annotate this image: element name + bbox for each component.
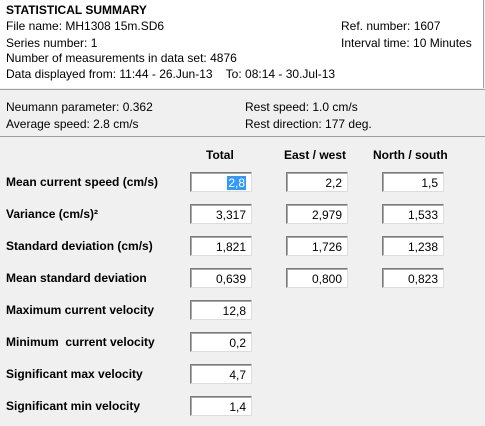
file-name: File name: MH1308 15m.SD6 xyxy=(6,19,165,33)
row-label-significant-max-velocity: Significant max velocity xyxy=(6,367,143,381)
field-value: 2,8 xyxy=(228,176,245,190)
variance-east-west-field[interactable]: 2,979 xyxy=(286,204,348,224)
std-dev-east-west-field[interactable]: 1,726 xyxy=(286,236,348,256)
column-header-east-west: East / west xyxy=(284,148,347,162)
series-number: Series number: 1 xyxy=(6,36,98,50)
row-label-maximum-current-velocity: Maximum current velocity xyxy=(6,303,155,317)
row-label-minimum-current-velocity: Minimum current velocity xyxy=(6,335,155,349)
data-displayed-range: Data displayed from: 11:44 - 26.Jun-13 To: 08:14 - 30.Jul-13 xyxy=(6,67,336,81)
std-dev-total-field[interactable]: 1,821 xyxy=(190,236,252,256)
row-label-variance: Variance (cm/s)² xyxy=(6,207,99,221)
mean-speed-north-south-field[interactable]: 1,5 xyxy=(382,172,444,192)
row-label-mean-standard-deviation: Mean standard deviation xyxy=(6,271,147,285)
row-label-standard-deviation: Standard deviation (cm/s) xyxy=(6,239,153,253)
min-velocity-total-field[interactable]: 0,2 xyxy=(190,332,252,352)
summary-title: STATISTICAL SUMMARY xyxy=(6,3,147,17)
summary-header-panel xyxy=(0,0,484,88)
std-dev-north-south-field[interactable]: 1,238 xyxy=(382,236,444,256)
row-label-significant-min-velocity: Significant min velocity xyxy=(6,399,141,413)
column-header-north-south: North / south xyxy=(373,148,448,162)
separator xyxy=(0,89,485,90)
column-header-total: Total xyxy=(206,148,234,162)
mean-std-dev-east-west-field[interactable]: 0,800 xyxy=(286,268,348,288)
mean-speed-east-west-field[interactable]: 2,2 xyxy=(286,172,348,192)
max-velocity-total-field[interactable]: 12,8 xyxy=(190,300,252,320)
mean-std-dev-total-field[interactable]: 0,639 xyxy=(190,268,252,288)
variance-north-south-field[interactable]: 1,533 xyxy=(382,204,444,224)
sig-min-velocity-total-field[interactable]: 1,4 xyxy=(190,396,252,416)
average-speed: Average speed: 2.8 cm/s xyxy=(6,117,139,131)
sig-max-velocity-total-field[interactable]: 4,7 xyxy=(190,364,252,384)
row-label-mean-current-speed: Mean current speed (cm/s) xyxy=(6,175,159,189)
variance-total-field[interactable]: 3,317 xyxy=(190,204,252,224)
mean-std-dev-north-south-field[interactable]: 0,823 xyxy=(382,268,444,288)
separator xyxy=(0,136,485,137)
interval-time: Interval time: 10 Minutes xyxy=(341,36,472,50)
ref-number: Ref. number: 1607 xyxy=(341,19,441,33)
rest-direction: Rest direction: 177 deg. xyxy=(245,117,372,131)
neumann-parameter: Neumann parameter: 0.362 xyxy=(6,100,153,114)
measurement-count: Number of measurements in data set: 4876 xyxy=(6,51,237,65)
rest-speed: Rest speed: 1.0 cm/s xyxy=(245,100,358,114)
mean-speed-total-field[interactable] xyxy=(190,172,252,192)
